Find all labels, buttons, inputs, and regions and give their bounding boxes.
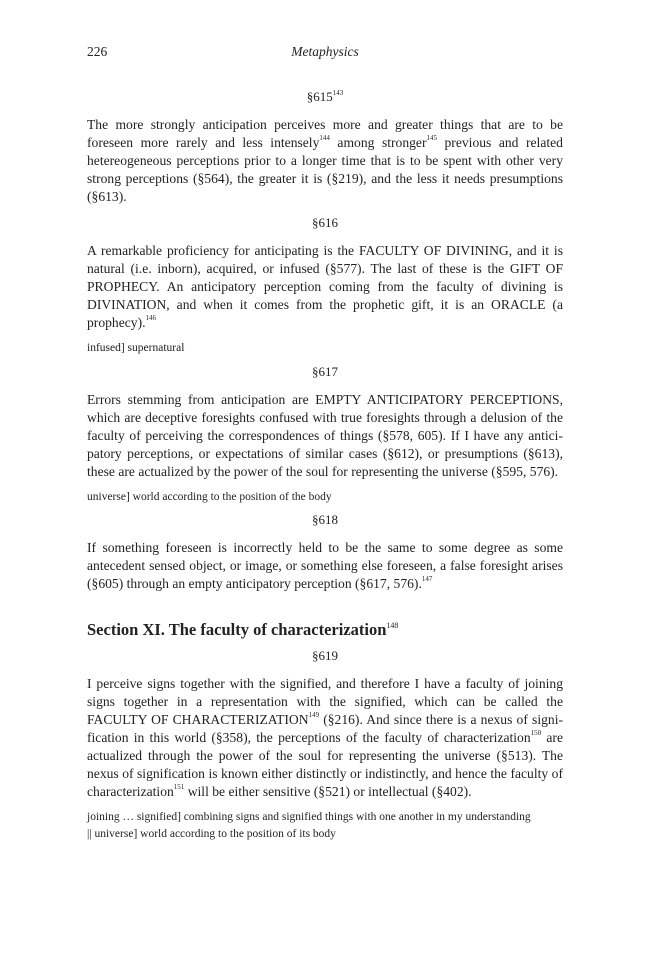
paragraph-text: If something foreseen is incorrectly held to be the same to some degree as some antecedent sensed object, or image, or something else foreseen, a false foresight arises (§605) through an empty anticipatory perception (§617, 576). bbox=[87, 540, 563, 591]
footnote-ref: 151 bbox=[173, 783, 185, 792]
paragraph-text: The more strongly anticipation perceives more and greater things that are to be foreseen more rarely and less intensely bbox=[87, 117, 563, 150]
footnote-ref: 149 bbox=[308, 711, 320, 720]
editorial-note-line: || universe] world according to the position of its body bbox=[87, 827, 336, 840]
section-number-615 bbox=[87, 88, 563, 106]
footnote-ref: 143 bbox=[332, 88, 344, 97]
paragraph-text: previous and related hetereogeneous perceptions prior to a longer time that is to be spent with other very strong perceptions (§564), the greater it is (§219), and the less it needs presumptions (§613). bbox=[87, 135, 563, 204]
editorial-note: infused] supernatural bbox=[87, 342, 185, 354]
paragraph-616 bbox=[87, 242, 563, 332]
section-heading bbox=[87, 619, 563, 641]
footnote-ref: 147 bbox=[421, 575, 433, 584]
footnote-ref: 145 bbox=[426, 134, 437, 143]
page-number: 226 bbox=[87, 44, 108, 59]
paragraph-615 bbox=[87, 116, 563, 206]
footnote-ref: 144 bbox=[319, 134, 330, 143]
paragraph-619 bbox=[87, 675, 563, 801]
section-number-617: §617 bbox=[312, 363, 338, 379]
paragraph-text: among stronger bbox=[329, 135, 427, 150]
page-body bbox=[87, 88, 563, 842]
paragraph-618 bbox=[87, 539, 563, 593]
paragraph-text: A remarkable proficiency for anticipating is the FACULTY OF DIVINING, and it is natural (i.e. inborn), acquired, or infused (§577). The last of these is the GIFT OF PROPHECY. An anticipatory perception coming from the faculty of divining is DIVINATION, and when it comes from the prophetic gift, it is an ORACLE (a prophecy). bbox=[87, 243, 563, 330]
running-title: Metaphysics bbox=[291, 44, 359, 59]
editorial-note bbox=[87, 809, 563, 842]
footnote-ref: 146 bbox=[145, 314, 157, 323]
paragraph-text: (§216). And since there is a nexus of signification in this world (§358), the perceptions of the faculty of characterization bbox=[87, 712, 564, 745]
section-number-616: §616 bbox=[312, 215, 338, 230]
editorial-note-line: joining … signified] combining signs and signified things with one another in my understanding bbox=[87, 811, 531, 823]
paragraph-text: are actualized through the power of the soul for representing the universe (§513). The nexus of signification is known either distinctly or indistinctly, and hence the faculty of characterization bbox=[87, 730, 563, 799]
editorial-note: universe] world according to the position of the body bbox=[87, 490, 332, 503]
running-header bbox=[87, 44, 563, 64]
paragraph-617: Errors stemming from anticipation are EMPTY ANTICIPATORY PERCEPTIONS, which are deceptive foresights confused with true foresights through a delusion of the faculty of perceiving the correspondences of things (§578, 605). If I have any anticipatory perceptions, or expectations of similar cases (§612), or presumptions (§613), these are actualized by the power of the soul for representing the universe (§595, 576). bbox=[87, 391, 563, 479]
section-heading-text: Section XI. The faculty of characterization bbox=[87, 620, 387, 639]
footnote-ref: 148 bbox=[386, 620, 399, 630]
section-number-618: §618 bbox=[312, 512, 338, 527]
section-label: §615 bbox=[306, 89, 333, 104]
section-number-619: §619 bbox=[312, 648, 338, 663]
footnote-ref: 150 bbox=[530, 729, 542, 738]
paragraph-text: will be either sensitive (§521) or intellectual (§402). bbox=[184, 784, 472, 799]
paragraph-text: I perceive signs together with the signified, and therefore I have a faculty of joining signs together in a representation with the signified, which can be called the FACULTY OF CHARACTERIZATION bbox=[87, 676, 563, 727]
